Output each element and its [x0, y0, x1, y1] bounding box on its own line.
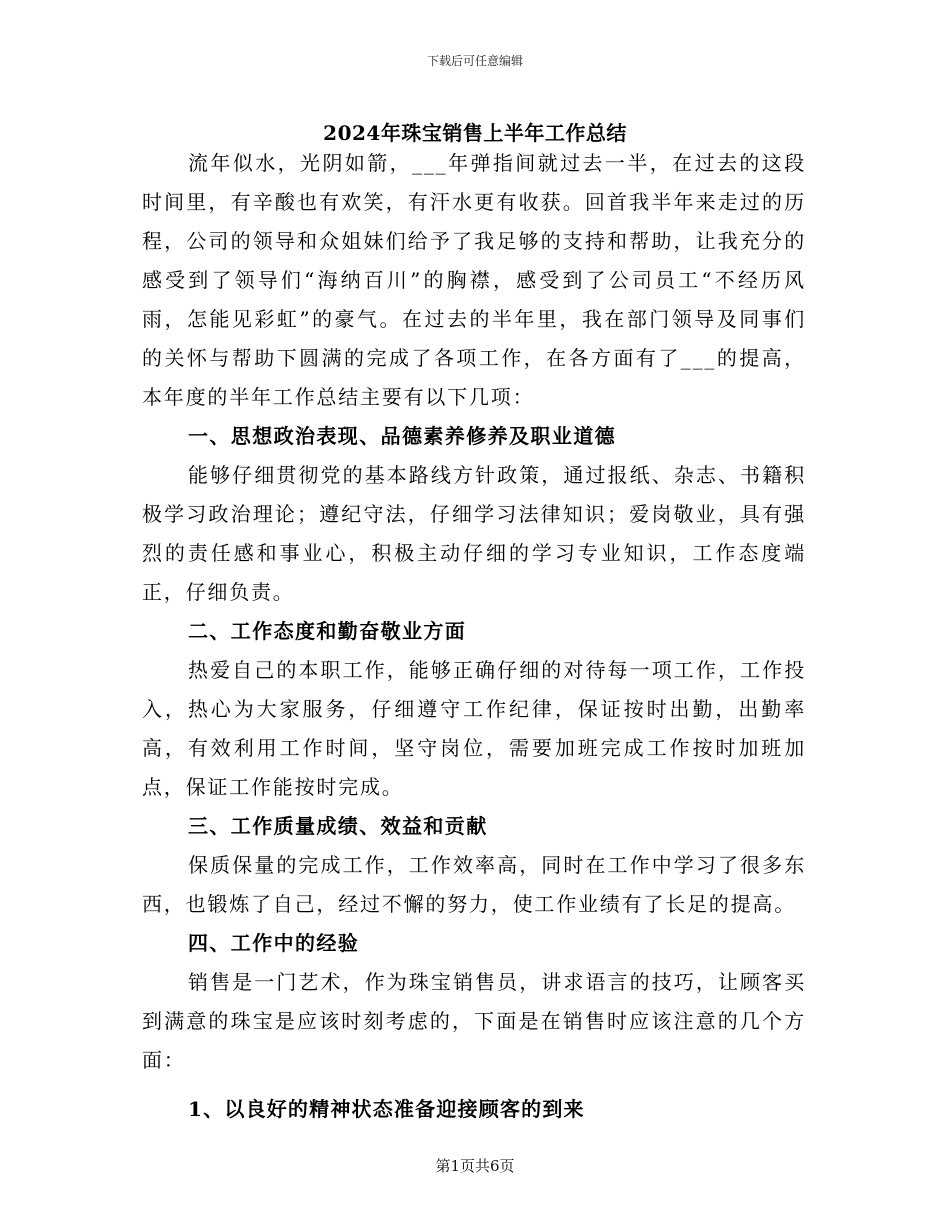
intro-paragraph: 流年似水，光阴如箭，___年弹指间就过去一半，在过去的这段时间里，有辛酸也有欢笑，有汗水更有收获。回首我半年来走过的历程，公司的领导和众姐妹们给予了我足够的支持和帮助，让我充分的感受到了领导们“海纳百川”的胸襟，感受到了公司员工“不经历风雨，怎能见彩虹”的豪气。在过去的半年里，我在部门领导及同事们的关怀与帮助下圆满的完成了各项工作，在各方面有了___的提高，本年度的半年工作总结主要有以下几项：: [142, 151, 806, 409]
section-paragraph: 热爱自己的本职工作，能够正确仔细的对待每一项工作，工作投入，热心为大家服务，仔细遵守工作纪律，保证按时出勤，出勤率高，有效利用工作时间，坚守岗位，需要加班完成工作按时加班加点，保证工作能按时完成。: [142, 658, 806, 799]
header-note: 下载后可任意编辑: [426, 54, 523, 68]
section-paragraph: 保质保量的完成工作，工作效率高，同时在工作中学习了很多东西，也锻炼了自己，经过不懈的努力，使工作业绩有了长足的提高。: [142, 853, 806, 916]
section-heading: 二、工作态度和勤奋敬业方面: [188, 619, 467, 643]
section-paragraph: 销售是一门艺术，作为珠宝销售员，讲求语言的技巧，让顾客买到满意的珠宝是应该时刻考虑的，下面是在销售时应该注意的几个方面：: [142, 970, 806, 1072]
section-heading: 一、思想政治表现、品德素养修养及职业道德: [188, 424, 616, 448]
document-title: 2024年珠宝销售上半年工作总结: [323, 121, 627, 145]
document-body: [142, 144, 806, 1129]
page-number-footer: 第1页共6页: [435, 1157, 515, 1175]
numbered-subheading: 1、以良好的精神状态准备迎接顾客的到来: [188, 1097, 585, 1121]
section-heading: 四、工作中的经验: [188, 931, 360, 955]
section-paragraph: 能够仔细贯彻党的基本路线方针政策，通过报纸、杂志、书籍积极学习政治理论；遵纪守法，仔细学习法律知识；爱岗敬业，具有强烈的责任感和事业心，积极主动仔细的学习专业知识，工作态度端正，仔细负责。: [142, 463, 806, 604]
section-heading: 三、工作质量成绩、效益和贡献: [188, 814, 488, 838]
